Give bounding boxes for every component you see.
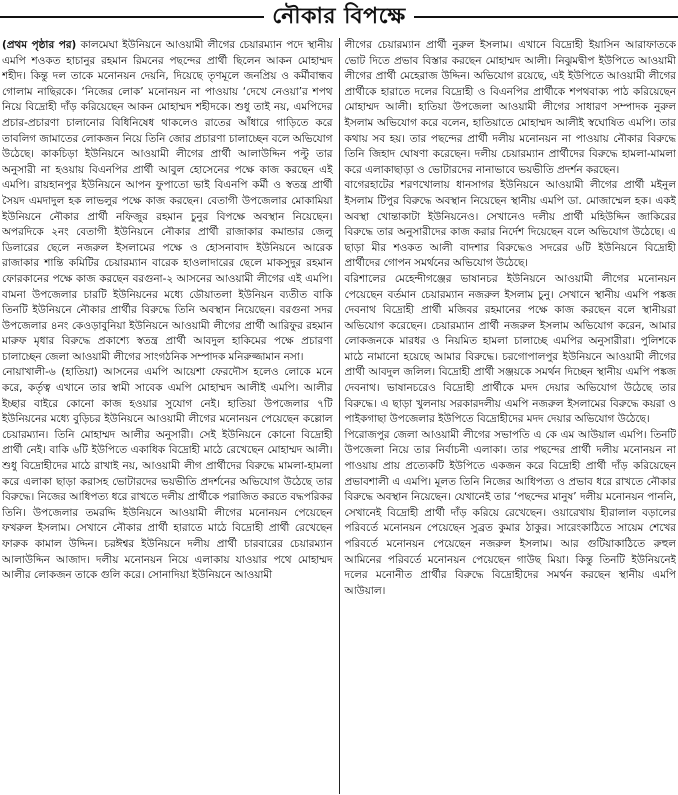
headline-bar: [0, 0, 678, 34]
headline-rule-left: [0, 16, 264, 18]
left-paragraph-1-text: কালমেঘা ইউনিয়নে আওয়ামী লীগের চেয়ারম্যান পদে স্থানীয় এমপি শওকত হাচানুর রহমান রিমনের পছন্দের প্রার্থী ছিলেন আকন মোহাম্মদ শহীদ। কিন্তু দল তাকে মনোনয়ন দেয়নি, দিয়েছে তৃণমূলে জনপ্রিয় ও কর্মীবান্ধব গোলাম নাছিরকে। ‘নিজের লোক’ মনোনয়ন না পাওয়ায় ‘দেখে নেওয়া’র শপথ নিয়ে বিদ্রোহী দাঁড় করিয়েছেন আকন মোহাম্মদ শহীদকে। শুধু তাই নয়, এমপিদের প্রচার-প্রচারণা চালানোর বিধিনিষেধ থাকলেও রাতের আঁধারে গাড়িতে করে তাবলিগ জামাতের লোকজন নিয়ে তিনি জোর প্রচারণা চালাচ্ছেন বলে অভিযোগ উঠেছে। কাকচিড়া ইউনিয়নে আওয়ামী লীগের প্রার্থী আলাউদ্দিন পল্টু তার অনুসারী না হওয়ায় বিএনপির প্রার্থী আবুল হোসেনের পক্ষে কাজ করছেন এই এমপি। রায়হানপুর ইউনিয়নে আপন ফুপাতো ভাই বিএনপি কর্মী ও স্বতন্ত্র প্রার্থী সৈয়দ এমদাদুল হক লাভলুর পক্ষে কাজ করছেন। বেতাগী উপজেলার মোকামিয়া ইউনিয়নে নৌকার প্রার্থী নফিজুর রহমান চুনুর বিপক্ষে অবস্থান নিয়েছেন। অপরদিকে ২নং বেতাগী ইউনিয়নে নৌকার প্রার্থী রাজাকার কমান্ডার জেলু ডিলারের ছেলে নজরুল ইসলামের পক্ষে ও হোসনাবাদ ইউনিয়নে আরেক রাজাকার শান্তি কমিটির চেয়ারম্যান বারেক হাওলাদারের ছেলে মাকসুদুর রহমান ফোরকানের পক্ষে কাজ করছেন বরগুনা-২ আসনের আওয়ামী লীগের এই এমপি। বামনা উপজেলার চারটি ইউনিয়নের মধ্যে ডৌয়াতলা ইউনিয়ন ব্যতীত বাকি তিনটি ইউনিয়নে নৌকার প্রার্থীর বিরুদ্ধে তিনি অবস্থান নিয়েছেন। বরগুনা সদর উপজেলার ৪নং কেওড়াবুনিয়া ইউনিয়নে আওয়ামী লীগের প্রার্থী আরিফুর রহমান মারুফ মৃধার বিরুদ্ধে প্রকাশ্যে স্বতন্ত্র প্রার্থী আবদুল হাকিমের পক্ষে প্রচারণা চালাচ্ছেন জেলা আওয়ামী লীগের সাংগঠনিক সম্পাদক মনিরুজ্জামান নসা।: [2, 39, 333, 363]
left-paragraph-1: [2, 38, 333, 365]
continuation-kicker: (প্রথম পৃষ্ঠার পর): [2, 39, 77, 51]
headline: নৌকার বিপক্ষে: [272, 3, 406, 29]
right-paragraph-1: লীগের চেয়ারম্যান প্রার্থী নুরুল ইসলাম। এখানে বিদ্রোহী ইয়াসিন আরাফাতকে ভোট দিতে প্রভাব বিস্তার করছেন মোহাম্মদ আলী। নিঝুমদ্বীপ ইউপিতে আওয়ামী লীগের প্রার্থী মেহেরাজ উদ্দিন। অভিযোগ রয়েছে, এই ইউপিতে আওয়ামী লীগের প্রার্থীকে হারাতে দলের বিদ্রোহী ও বিএনপির প্রার্থীকে শপথবাক্য পাঠ করিয়েছেন মোহাম্মদ আলী। হাতিয়া উপজেলা আওয়ামী লীগের সাধারণ সম্পাদক নুরুল ইসলাম অভিযোগ করে বলেন, হাতিয়াতে মোহাম্মদ আলীই স্বঘোষিত এমপি। তার কথায় সব হয়। তার পছন্দের প্রার্থী দলীয় মনোনয়ন না পাওয়ায় নৌকার বিরুদ্ধে তিনি জিহাদ ঘোষণা করেছেন। দলীয় চেয়ারম্যান প্রার্থীদের বিরুদ্ধে হামলা-মামলা করে এলাকাছাড়া ও ভোটারদের নানাভাবে ভয়ভীতি প্রদর্শন করছেন।: [344, 39, 676, 176]
article-columns: [2, 38, 676, 794]
left-column: [2, 38, 336, 794]
right-paragraph-2: বাগেরহাটের শরণখোলায় ধানসাগর ইউনিয়নে আওয়ামী লীগের প্রার্থী মইনুল ইসলাম টিপুর বিরুদ্ধে অবস্থান নিয়েছেন স্থানীয় এমপি ডা. মোজাম্মেল হক। একই অবস্থা খোন্তাকাটা ইউনিয়নেও। সেখানেও দলীয় প্রার্থী মহিউদ্দিন জাকিরের বিরুদ্ধে তার অনুসারীদের কাজ করার নির্দেশ দিয়েছেন বলে অভিযোগ উঠেছে। এ ছাড়া মীর শওকত আলী বাদশার বিরুদ্ধেও সদরের ৬টি ইউনিয়নে বিদ্রোহী প্রার্থীদের গোপন সমর্থনের অভিযোগ উঠেছে।: [344, 179, 676, 270]
right-paragraph-3: বরিশালের মেহেন্দীগঞ্জের ভাষানচর ইউনিয়নে আওয়ামী লীগের মনোনয়ন পেয়েছেন বর্তমান চেয়ারম্যান নজরুল ইসলাম চুনু। সেখানে স্থানীয় এমপি পঙ্কজ দেবনাথ বিদ্রোহী প্রার্থী মজিবর রহমানের পক্ষে কাজ করছেন বলে স্থানীয়রা অভিযোগ করেছেন। চেয়ারম্যান প্রার্থী নজরুল ইসলাম অভিযোগ করেন, আমার লোকজনকে মারধর ও নিয়মিত হামলা চালাচ্ছে এমপির অনুসারীরা। পুলিশকে মাঠে নামানো হয়েছে আমার বিরুদ্ধে। চরগোপালপুর ইউনিয়নে আওয়ামী লীগের প্রার্থী আবদুল জলিল। বিদ্রোহী প্রার্থী সঞ্জয়কে সমর্থন দিচ্ছেন স্থানীয় এমপি পঙ্কজ দেবনাথ। ভাষানচরেও বিদ্রোহী প্রার্থীকে মদদ দেয়ার অভিযোগ উঠেছে তার বিরুদ্ধে। এ ছাড়া খুলনায় সরকারদলীয় এমপি নজরুল ইসলামের বিরুদ্ধে কয়রা ও পাইকগাছা উপজেলার ইউপিতে বিদ্রোহীদের মদদ দেয়ার অভিযোগ উঠেছে।: [344, 272, 676, 426]
right-column: [343, 38, 677, 794]
headline-rule-right: [414, 16, 678, 18]
column-divider: [339, 38, 340, 794]
right-paragraph-4: পিরোজপুর জেলা আওয়ামী লীগের সভাপতি এ কে এম আউয়াল এমপি। তিনটি উপজেলা নিয়ে তার নির্বাচনী এলাকা। তার পছন্দের প্রার্থী দলীয় মনোনয়ন না পাওয়ায় প্রায় প্রত্যেকটি ইউপিতে একজন করে বিদ্রোহী প্রার্থী দাঁড় করিয়েছেন প্রভাবশালী এ এমপি। মূলত তিনি নিজের আধিপত্য ও প্রভাব ধরে রাখতে নৌকার বিরুদ্ধে অবস্থান নিয়েছেন। যেখানেই তার ‘পছন্দের মানুষ’ দলীয় মনোনয়ন পাননি, সেখানেই বিদ্রোহী প্রার্থী দাঁড় করিয়ে রেখেছেন। ওয়ারেখায় হীরালাল বড়ালের পরিবর্তে মনোনয়ন পেয়েছেন সুব্রত কুমার ঠাকুর। সারেংকাঠিতে সায়েম শেখের পরিবর্তে মনোনয়ন পেয়েছেন নজরুল ইসলাম। আর গুটিয়াকাঠিতে রুহুল আমিনের পরিবর্তে মনোনয়ন পেয়েছেন গাউছ মিয়া। কিন্তু তিনটি ইউনিয়নেই দলের মনোনীত প্রার্থীর বিরুদ্ধে বিদ্রোহীদের সমর্থন করছেন স্থানীয় এমপি আউয়াল।: [344, 428, 676, 597]
left-paragraph-2: নোয়াখালী-৬ (হাতিয়া) আসনের এমপি আয়েশা ফেরদৌস হলেও লোকে মনে করে, কর্তৃত্ব এখানে তার স্বামী সাবেক এমপি মোহাম্মদ আলীই এমপি। আলীর ইচ্ছার বাইরে কোনো কাজ হওয়ার সুযোগ নেই। হাতিয়া উপজেলার ৭টি ইউনিয়নের মধ্যে বুড়িচর ইউনিয়নে আওয়ামী লীগের মনোনয়ন পেয়েছেন কল্লোল চেয়ারম্যান। তিনি মোহাম্মদ আলীর অনুসারী। সেই ইউনিয়নে কোনো বিদ্রোহী প্রার্থী নেই। বাকি ৬টি ইউপিতে একাধিক বিদ্রোহী মাঠে রেখেছেন মোহাম্মদ আলী। শুধু বিদ্রোহীদের মাঠে রাখাই নয়, আওয়ামী লীগ প্রার্থীদের বিরুদ্ধে মামলা-হামলা করে এলাকা ছাড়া করাসহ ভোটারদের ভয়ভীতি প্রদর্শনের অভিযোগ উঠেছে তার বিরুদ্ধে। নিজের আধিপত্য ধরে রাখতে দলীয় প্রার্থীকে পরাজিত করতে বদ্ধপরিকর তিনি। উপজেলার তমরদ্দি ইউনিয়নে আওয়ামী লীগের মনোনয়ন পেয়েছেন ফখরুল ইসলাম। সেখানে নৌকার প্রার্থী হারাতে মাঠে বিদ্রোহী প্রার্থী রেখেছেন ফারুক কামাল উদ্দিন। চরঈশ্বর ইউনিয়নে দলীয় প্রার্থী চারবারের চেয়ারম্যান আলাউদ্দিন আজাদ। দলীয় মনোনয়ন নিয়ে এলাকায় যাওয়ার পথে মোহাম্মদ আলীর লোকজন তাকে গুলি করে। সোনাদিয়া ইউনিয়নে আওয়ামী: [2, 366, 333, 582]
